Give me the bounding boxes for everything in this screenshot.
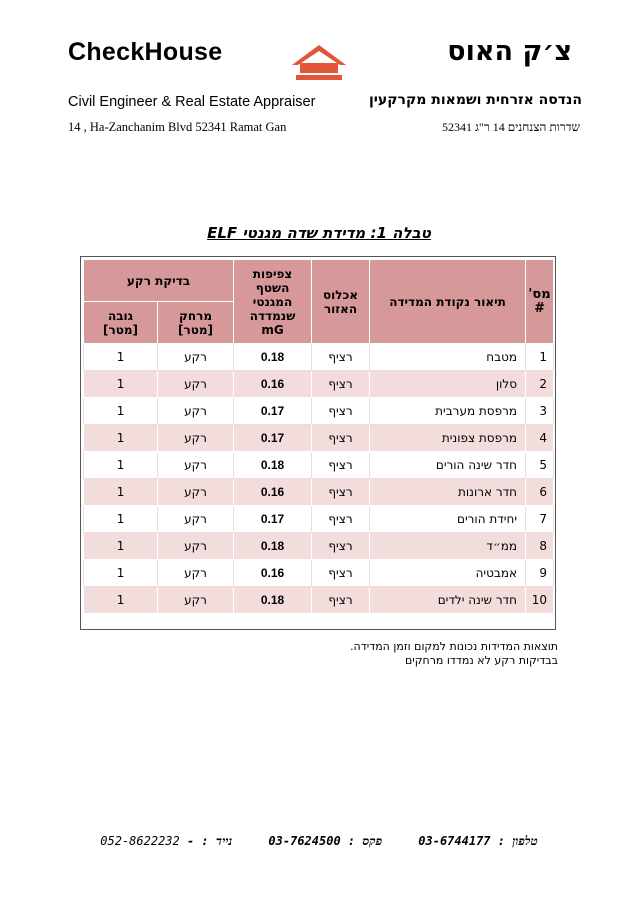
cell-num: 5: [526, 452, 554, 479]
cell-num: 6: [526, 479, 554, 506]
cell-description: סלון: [370, 371, 526, 398]
cell-num: 8: [526, 533, 554, 560]
fax-label: פקס :: [347, 834, 383, 848]
cell-height: 1: [84, 398, 158, 425]
table-row: [84, 479, 554, 506]
address-hebrew: שדרות הצנחנים 14 ר"ג 52341: [441, 120, 580, 134]
brand-name-english: CheckHouse: [68, 38, 223, 66]
cell-num: 9: [526, 560, 554, 587]
cell-occupancy: רציף: [312, 506, 370, 533]
cell-occupancy: רציף: [312, 560, 370, 587]
cell-height: 1: [84, 371, 158, 398]
cell-height: 1: [84, 344, 158, 371]
cell-flux-value: 0.17: [234, 398, 312, 425]
cell-flux-value: 0.17: [234, 425, 312, 452]
cell-flux-value: 0.17: [234, 506, 312, 533]
table-row: [84, 344, 554, 371]
note-line: תוצאות המדידות נכונות למקום וזמן המדידה.: [350, 640, 558, 653]
cell-description: אמבטיה: [370, 560, 526, 587]
cell-description: יחידת הורים: [370, 506, 526, 533]
table-row: [84, 452, 554, 479]
table-row: [84, 425, 554, 452]
cell-distance: רקע: [158, 560, 234, 587]
phone-label: טלפון :: [497, 834, 538, 848]
cell-flux-value: 0.16: [234, 479, 312, 506]
subtitle-hebrew: הנדסה אזרחית ושמאות מקרקעין: [368, 92, 582, 108]
cell-description: מטבח: [370, 344, 526, 371]
cell-distance: רקע: [158, 533, 234, 560]
cell-occupancy: רציף: [312, 371, 370, 398]
fax-number: 03-7624500: [268, 834, 341, 848]
measurement-table: [83, 259, 554, 614]
cell-flux-value: 0.18: [234, 533, 312, 560]
notes: [350, 640, 558, 668]
cell-height: 1: [84, 533, 158, 560]
cell-description: מרפסת צפונית: [370, 425, 526, 452]
cell-height: 1: [84, 452, 158, 479]
table-row: [84, 371, 554, 398]
cell-occupancy: רציף: [312, 479, 370, 506]
cell-occupancy: רציף: [312, 344, 370, 371]
cell-num: 3: [526, 398, 554, 425]
cell-occupancy: רציף: [312, 425, 370, 452]
table-body: [84, 344, 554, 614]
cell-num: 4: [526, 425, 554, 452]
cell-occupancy: רציף: [312, 587, 370, 614]
cell-num: 1: [526, 344, 554, 371]
cell-height: 1: [84, 560, 158, 587]
table-row: [84, 506, 554, 533]
subtitle-english: Civil Engineer & Real Estate Appraiser: [68, 94, 316, 110]
header-occupancy: אכלוס האזור: [312, 260, 370, 344]
address-english: 14 , Ha-Zanchanim Blvd 52341 Ramat Gan: [68, 120, 287, 134]
header-description: תיאור נקודת המדידה: [370, 260, 526, 344]
header-height: גובה [מטר]: [84, 302, 158, 344]
header-num: מס' #: [526, 260, 554, 344]
table-title: טבלה 1: מדידת שדה מגנטי ELF: [207, 224, 431, 242]
cell-distance: רקע: [158, 398, 234, 425]
cell-distance: רקע: [158, 425, 234, 452]
house-roof-icon: [290, 43, 348, 83]
mobile-number: 052-8622232: [100, 834, 180, 848]
cell-distance: רקע: [158, 344, 234, 371]
cell-num: 7: [526, 506, 554, 533]
phone-number: 03-6744177: [418, 834, 491, 848]
cell-height: 1: [84, 425, 158, 452]
footer-contacts: [0, 834, 638, 849]
measurement-table-frame: [80, 256, 556, 630]
cell-description: חדר שינה ילדים: [370, 587, 526, 614]
table-row: [84, 560, 554, 587]
mobile-label: נייד : -: [186, 834, 233, 848]
cell-distance: רקע: [158, 479, 234, 506]
cell-description: חדר שינה הורים: [370, 452, 526, 479]
cell-flux-value: 0.16: [234, 560, 312, 587]
cell-occupancy: רציף: [312, 533, 370, 560]
cell-distance: רקע: [158, 371, 234, 398]
cell-occupancy: רציף: [312, 398, 370, 425]
cell-description: חדר ארונות: [370, 479, 526, 506]
cell-distance: רקע: [158, 452, 234, 479]
cell-height: 1: [84, 479, 158, 506]
cell-distance: רקע: [158, 506, 234, 533]
table-row: [84, 587, 554, 614]
cell-height: 1: [84, 506, 158, 533]
cell-num: 2: [526, 371, 554, 398]
cell-height: 1: [84, 587, 158, 614]
cell-flux-value: 0.18: [234, 587, 312, 614]
brand-name-hebrew: צ׳ק האוס: [447, 36, 572, 67]
cell-description: מרפסת מערבית: [370, 398, 526, 425]
cell-num: 10: [526, 587, 554, 614]
cell-flux-value: 0.18: [234, 452, 312, 479]
header-flux-density: צפיפות השטף המגנטי שנמדדה mG: [234, 260, 312, 344]
table-row: [84, 398, 554, 425]
note-line: בבדיקות רקע לא נמדדו מרחקים: [404, 654, 558, 667]
cell-flux-value: 0.16: [234, 371, 312, 398]
table-row: [84, 533, 554, 560]
cell-occupancy: רציף: [312, 452, 370, 479]
cell-description: ממ״ד: [370, 533, 526, 560]
header-distance: מרחק [מטר]: [158, 302, 234, 344]
cell-distance: רקע: [158, 587, 234, 614]
cell-flux-value: 0.18: [234, 344, 312, 371]
header-ground-check: בדיקת רקע: [84, 260, 234, 302]
